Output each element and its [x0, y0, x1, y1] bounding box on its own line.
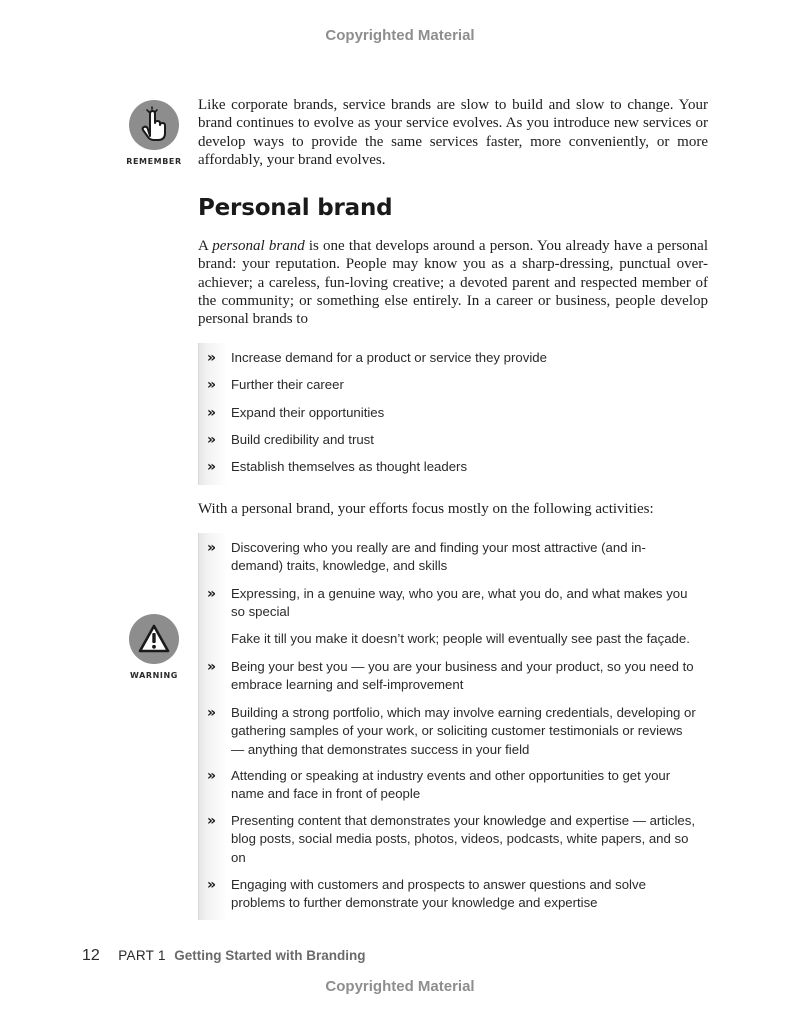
- list-item: » Building a strong portfolio, which may involve earning credentials, developing or gathering samples of your work, or soliciting customer testimonials or reviews — anything that demonstrates success in your field: [207, 705, 696, 757]
- list-item: » Increase demand for a product or service they provide: [207, 350, 547, 366]
- bullet-marker-icon: »: [207, 877, 217, 893]
- bullet-marker-icon: »: [207, 540, 217, 556]
- list-item: » Discovering who you really are and finding your most attractive (and in-demand) traits, knowledge, and skills: [207, 540, 646, 574]
- list-item: » Attending or speaking at industry events and other opportunities to get your name and face in front of people: [207, 768, 671, 802]
- list-item: » Expressing, in a genuine way, who you are, what you do, and what makes you so special: [207, 586, 688, 620]
- bullet-marker-icon: »: [207, 350, 217, 366]
- intro-rest: is one that develops around a person. You already have a personal brand: your reputation. People may know you as a sharp-dressing, punctual over-achiever; a careless, fun-loving creative; a devoted parent and respected member of the community; or something else entirely. In a career or business, people develop personal brands to: [198, 238, 708, 328]
- part-title: Getting Started with Branding: [174, 948, 366, 963]
- list-item: » Further their career: [207, 377, 344, 393]
- part-label: PART 1: [118, 948, 166, 963]
- bullet-marker-icon: »: [207, 432, 217, 448]
- bullet-marker-icon: »: [207, 586, 217, 602]
- bullet-marker-icon: »: [207, 659, 217, 675]
- remember-label: REMEMBER: [126, 157, 182, 166]
- bullet-marker-icon: »: [207, 377, 217, 393]
- remember-paragraph: Like corporate brands, service brands are slow to build and slow to change. Your brand continues to evolve as your service evolves. As you introduce new services or develop ways to provide the same services faster, more conveniently, or more affordably, your brand evolves.: [198, 97, 708, 168]
- page-footer: [82, 947, 366, 965]
- bullet-marker-icon: »: [207, 768, 217, 784]
- bullet-marker-icon: »: [207, 813, 217, 829]
- warning-callout: [114, 614, 194, 680]
- list-item: » Establish themselves as thought leaders: [207, 459, 468, 475]
- intro-prefix: A: [198, 238, 213, 254]
- warning-label: WARNING: [130, 671, 178, 680]
- personal-brand-paragraph: [198, 237, 708, 328]
- pointing-finger-icon: [129, 100, 179, 150]
- remember-callout: [114, 100, 194, 166]
- list-item: » Expand their opportunities: [207, 405, 385, 421]
- watermark-top: Copyrighted Material: [325, 27, 475, 44]
- page-number: 12: [82, 947, 100, 964]
- bullet-marker-icon: »: [207, 405, 217, 421]
- bullet-marker-icon: »: [207, 459, 217, 475]
- activities-intro: With a personal brand, your efforts focus mostly on the following activities:: [198, 501, 654, 517]
- section-heading: Personal brand: [198, 195, 393, 221]
- intro-term: personal brand: [212, 238, 305, 254]
- list-item: » Presenting content that demonstrates your knowledge and expertise — articles, blog posts, social media posts, photos, videos, podcasts, white papers, and so on: [207, 813, 696, 865]
- warning-triangle-icon: [129, 614, 179, 664]
- bullet-list-goals: [198, 343, 709, 485]
- list-item: » Build credibility and trust: [207, 432, 374, 448]
- list-item: » Engaging with customers and prospects to answer questions and solve problems to further demonstrate your knowledge and expertise: [207, 877, 646, 911]
- warning-note: Fake it till you make it doesn’t work; people will eventually see past the façade.: [231, 631, 690, 646]
- bullet-list-activities: [198, 533, 709, 920]
- bullet-marker-icon: »: [207, 705, 217, 721]
- watermark-bottom: Copyrighted Material: [325, 978, 475, 995]
- list-item: » Being your best you — you are your business and your product, so you need to embrace learning and self-improvement: [207, 659, 694, 693]
